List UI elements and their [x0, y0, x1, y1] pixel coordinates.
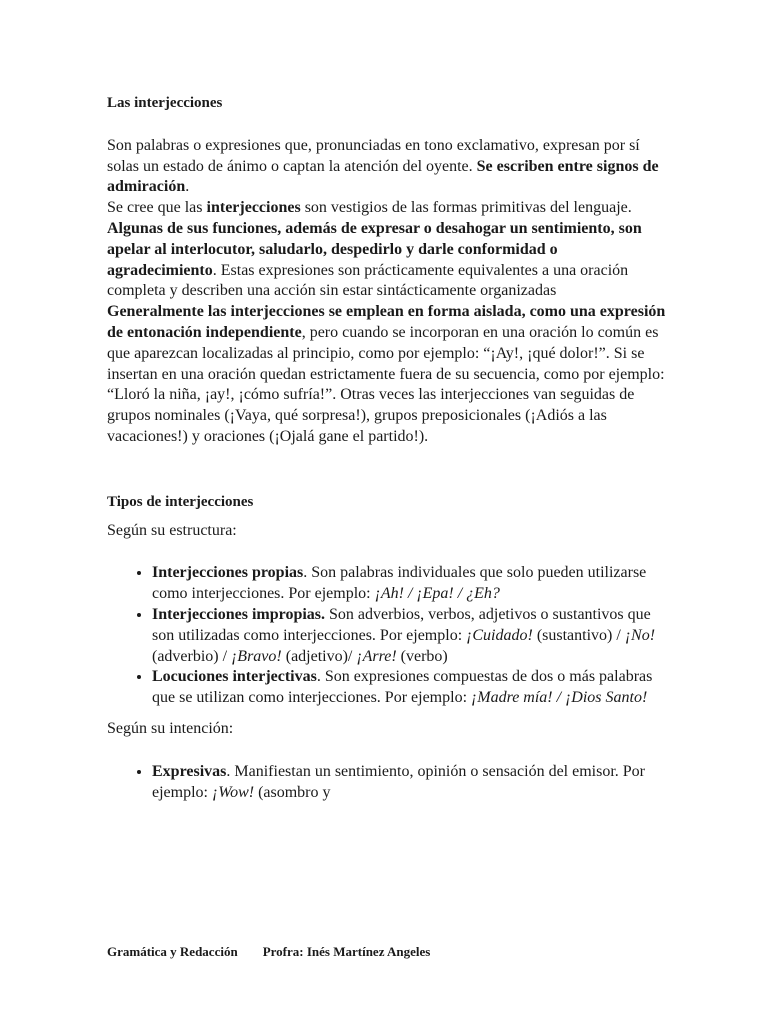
list-item-examples: ¡Wow! [211, 783, 255, 801]
section-heading: Tipos de interjecciones [107, 493, 254, 510]
list-item-text: (asombro y [254, 783, 331, 801]
list-item-note: (adverbio) / [152, 647, 232, 665]
list-item [152, 605, 667, 667]
intention-label: Según su intención: [107, 719, 234, 737]
list-item-term: Locuciones interjectivas [152, 668, 317, 686]
list-item-note: (sustantivo) / [532, 626, 625, 644]
list-item-term: Expresivas [152, 762, 227, 780]
list-item-text: . Son palabras individuales que solo pueden utilizarse como interjecciones. Por ejemplo: [152, 564, 647, 603]
intro-bold: Se escriben entre signos de admiración [107, 157, 659, 196]
intro-text: . Estas expresiones son prácticamente equivalentes a una oración completa y describen una acción sin estar sintácticamente organizadas [107, 261, 629, 300]
intro-paragraph-1 [107, 136, 667, 198]
intro-paragraph-3 [107, 302, 667, 448]
intro-bold: Generalmente las interjecciones se emplean en forma aislada, como una expresión de entonación independiente [107, 303, 666, 341]
structure-label: Según su estructura: [107, 521, 237, 539]
list-item-term: Interjecciones impropias. [152, 605, 326, 623]
intro-text: Son palabras o expresiones que, pronunciadas en tono exclamativo, expresan por sí solas un estado de ánimo o captan la atención del oyente. [107, 136, 640, 175]
list-item-example: ¡Bravo! [231, 647, 282, 665]
list-item-example: ¡Arre! [356, 647, 397, 665]
intro-bold: interjecciones [206, 199, 301, 217]
list-item-examples: ¡Madre mía! / ¡Dios Santo! [471, 689, 648, 707]
intention-list [107, 762, 667, 804]
footer-subject: Gramática y Redacción [107, 944, 238, 959]
intro-text: son vestigios de las formas primitivas del lenguaje. [300, 199, 632, 217]
list-item-term: Interjecciones propias [152, 564, 304, 582]
page-title: Las interjecciones [107, 95, 223, 111]
document-body [107, 93, 667, 803]
list-item-example: ¡Cuidado! [466, 626, 533, 644]
list-item-text: . Manifiestan un sentimiento, opinión o sensación del emisor. Por ejemplo: [152, 762, 645, 801]
list-item [152, 762, 667, 804]
list-item-note: (adjetivo)/ [281, 647, 357, 665]
list-item-examples: ¡Ah! / ¡Epa! / ¿Eh? [374, 585, 500, 603]
page-footer [107, 944, 430, 960]
intro-text: , pero cuando se incorporan en una oración lo común es que aparezcan localizadas al principio, como por ejemplo: “¡Ay!, ¡qué dolor!”. Si se insertan en una oración quedan estrictamente fuera de su secuencia, como por ejemplo: “Lloró la niña, ¡ay!, ¡cómo sufría!”. Otras veces las interjecciones van seguidas de grupos nominales (¡Vaya, qué sorpresa!), grupos preposicionales (¡Adiós a las vacaciones!) y oraciones (¡Ojalá gane el partido!). [107, 323, 665, 445]
intro-text: Se cree que las [107, 199, 207, 217]
list-item-text: . Son expresiones compuestas de dos o más palabras que se utilizan como interjecciones. Por ejemplo: [152, 668, 653, 707]
footer-teacher: Profra: Inés Martínez Angeles [262, 944, 431, 959]
list-item [152, 563, 667, 605]
intro-text: . [185, 178, 190, 196]
list-item-text: Son adverbios, verbos, adjetivos o sustantivos que son utilizadas como interjecciones. Por ejemplo: [152, 605, 651, 644]
intro-paragraph-2 [107, 198, 667, 302]
list-item [152, 667, 667, 709]
list-item-example: ¡No! [624, 626, 656, 644]
structure-list [107, 563, 667, 709]
list-item-note: (verbo) [396, 647, 448, 665]
intro-bold: Algunas de sus funciones, además de expresar o desahogar un sentimiento, son apelar al interlocutor, saludarlo, despedirlo y darle conformidad o agradecimiento [107, 219, 642, 279]
